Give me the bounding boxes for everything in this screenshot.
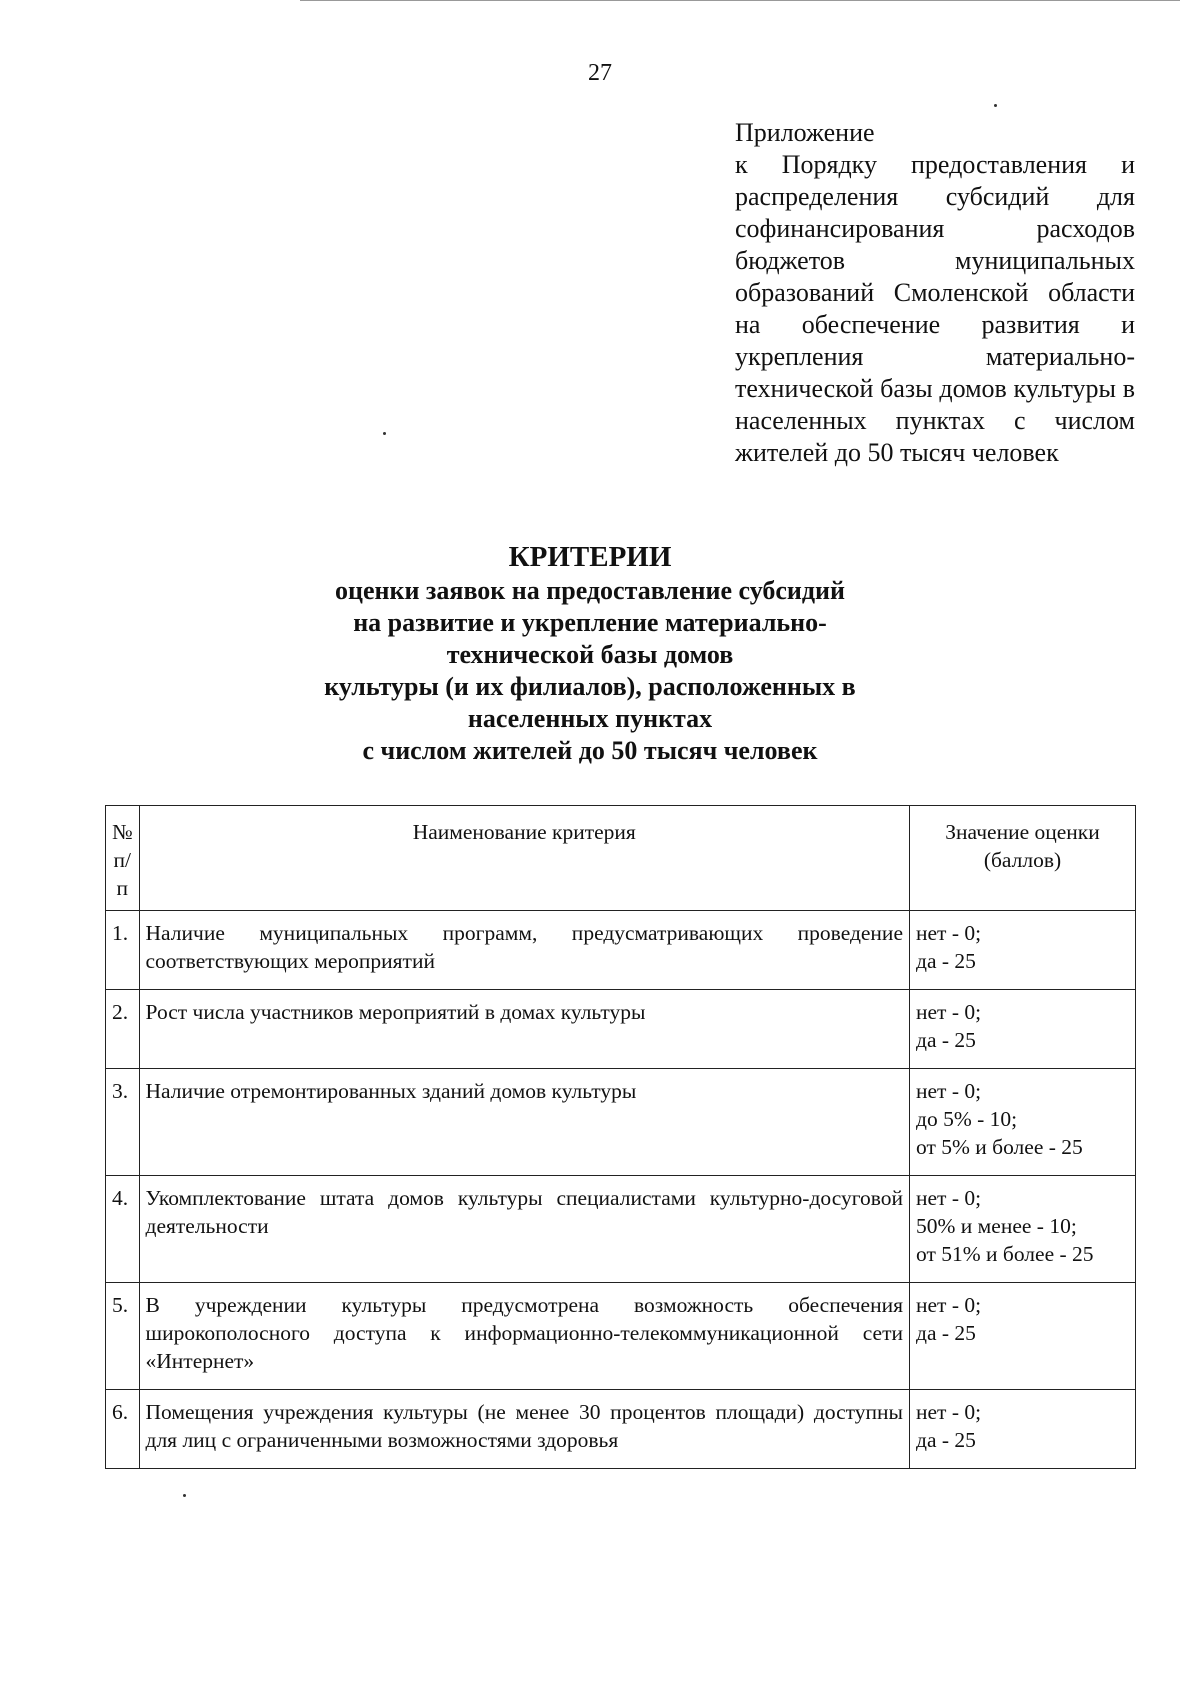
table-row [106, 1069, 1136, 1176]
title-line: с числом жителей до 50 тысяч человек [362, 736, 818, 765]
title-line: оценки заявок на предоставление субсидий [334, 576, 846, 605]
appendix-block [735, 117, 1135, 469]
criterion-score: нет - 0; до 5% - 10; от 5% и более - 25 [910, 1069, 1136, 1176]
row-number: 5. [106, 1283, 140, 1390]
criterion-score: нет - 0; да - 25 [910, 911, 1136, 990]
criterion-score: нет - 0; да - 25 [910, 990, 1136, 1069]
row-number: 4. [106, 1176, 140, 1283]
criterion-name: Укомплектование штата домов культуры специалистами культурно-досуговой деятельности [139, 1176, 909, 1283]
title-line: на развитие и укрепление материально- [353, 608, 827, 637]
table-header-row [106, 806, 1136, 911]
criterion-name: Наличие муниципальных программ, предусматривающих проведение соответствующих мероприятий [139, 911, 909, 990]
row-number: 3. [106, 1069, 140, 1176]
scan-speck [183, 1494, 186, 1497]
scan-speck [383, 432, 386, 435]
row-number: 6. [106, 1390, 140, 1469]
criterion-score: нет - 0; да - 25 [910, 1390, 1136, 1469]
table-row [106, 1176, 1136, 1283]
header-criterion: Наименование критерия [139, 806, 909, 911]
table-row [106, 1283, 1136, 1390]
top-border-line [300, 0, 1180, 4]
criterion-score: нет - 0; 50% и менее - 10; от 51% и более - 25 [910, 1176, 1136, 1283]
header-number: № п/п [106, 806, 140, 911]
criterion-name: Наличие отремонтированных зданий домов культуры [139, 1069, 909, 1176]
criterion-name: В учреждении культуры предусмотрена возможность обеспечения широкополосного доступа к информационно-телекоммуникационной сети «Интернет» [139, 1283, 909, 1390]
title-line: населенных пунктах [467, 704, 713, 733]
title-line: технической базы домов [446, 640, 734, 669]
row-number: 2. [106, 990, 140, 1069]
title-line: культуры (и их филиалов), расположенных в [324, 672, 856, 701]
title-main: КРИТЕРИИ [508, 541, 672, 573]
row-number: 1. [106, 911, 140, 990]
criterion-name: Рост числа участников мероприятий в домах культуры [139, 990, 909, 1069]
criterion-name: Помещения учреждения культуры (не менее 30 процентов площади) доступны для лиц с ограниченными возможностями здоровья [139, 1390, 909, 1469]
table-row [106, 911, 1136, 990]
table-row [106, 990, 1136, 1069]
page-number: 27 [588, 60, 612, 86]
criteria-table [105, 805, 1136, 1469]
document-title [240, 541, 940, 767]
appendix-text: к Порядку предоставления и распределения субсидий для софинансирования расходов бюджетов муниципальных образований Смоленской области на обеспечение развития и укрепления материально-технической базы домов культуры в населенных пунктах с числом жителей до 50 тысяч человек [735, 150, 1135, 467]
criterion-score: нет - 0; да - 25 [910, 1283, 1136, 1390]
table-row [106, 1390, 1136, 1469]
header-score: Значение оценки (баллов) [910, 806, 1136, 911]
scan-speck [994, 104, 997, 107]
appendix-title: Приложение [735, 118, 875, 147]
